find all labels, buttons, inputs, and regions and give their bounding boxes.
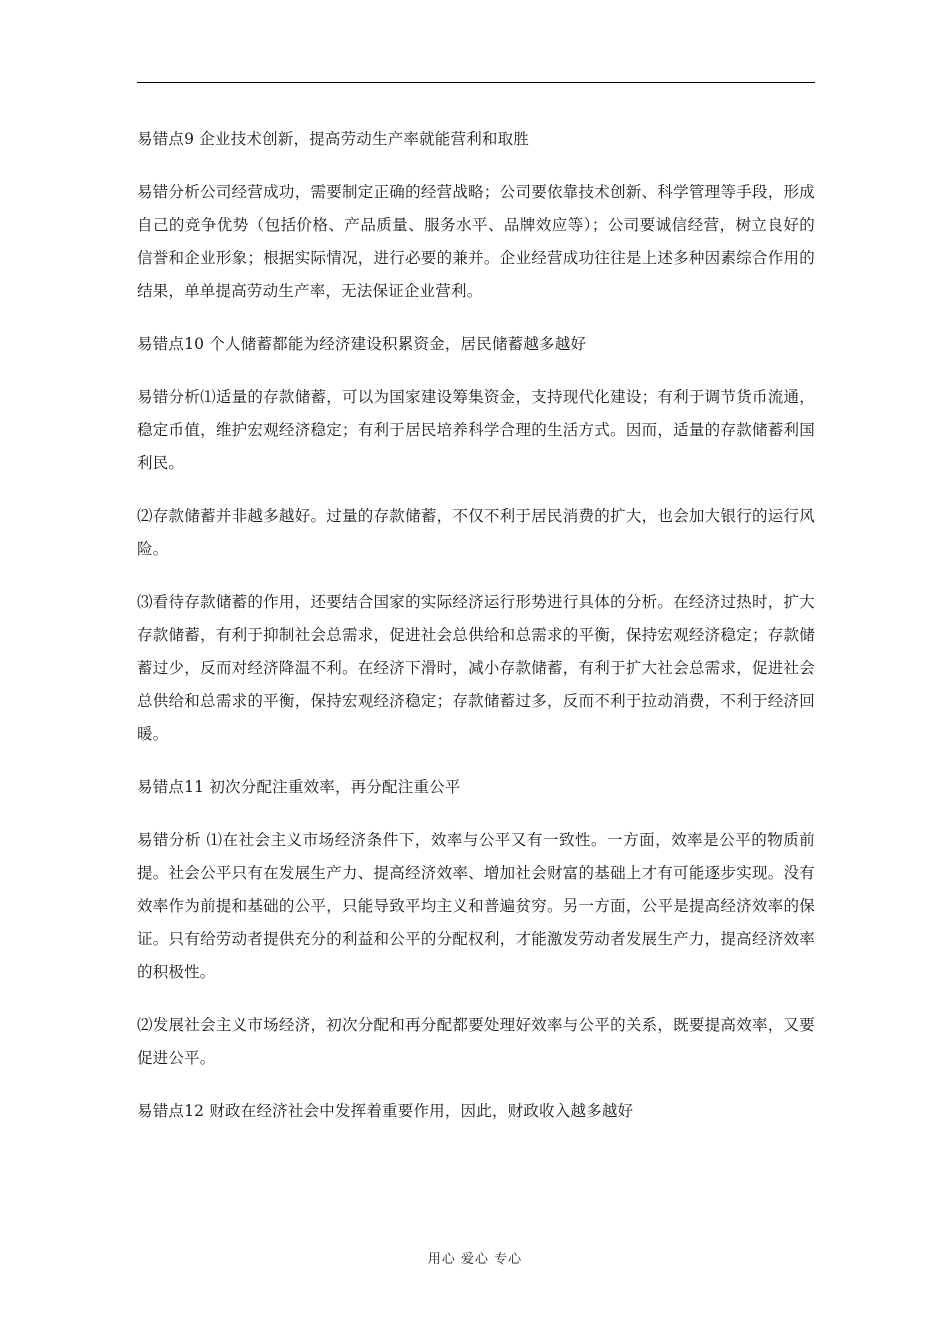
paragraph-heading-9: 易错点9 企业技术创新，提高劳动生产率就能营利和取胜 <box>137 130 529 148</box>
header-rule <box>137 82 815 83</box>
paragraph-heading-10: 易错点10 个人储蓄都能为经济建设积累资金，居民储蓄越多越好 <box>137 335 587 353</box>
paragraph-analysis-11-1: 易错分析 ⑴在社会主义市场经济条件下，效率与公平又有一致性。一方面，效率是公平的物质前提。社会公平只有在发展生产力、提高经济效率、增加社会财富的基础上才有可能逐步实现。没有效率作为前提和基础的公平，只能导致平均主义和普遍贫穷。另一方面，公平是提高经济效率的保证。只有给劳动者提供充分的利益和公平的分配权利，才能激发劳动者发展生产力，提高经济效率的积极性。 <box>137 831 815 981</box>
paragraph-analysis-10-3: ⑶看待存款储蓄的作用，还要结合国家的实际经济运行形势进行具体的分析。在经济过热时，扩大存款储蓄，有利于抑制社会总需求，促进社会总供给和总需求的平衡，保持宏观经济稳定；存款储蓄过少，反而对经济降温不利。在经济下滑时，减小存款储蓄，有利于扩大社会总需求，促进社会总供给和总需求的平衡，保持宏观经济稳定；存款储蓄过多，反而不利于拉动消费，不利于经济回暖。 <box>137 593 815 743</box>
page-footer: 用心 爱心 专心 <box>427 1252 523 1267</box>
paragraph-analysis-9: 易错分析公司经营成功，需要制定正确的经营战略；公司要依靠技术创新、科学管理等手段，形成自己的竞争优势（包括价格、产品质量、服务水平、品牌效应等）；公司要诚信经营，树立良好的信誉和企业形象；根据实际情况，进行必要的兼并。企业经营成功往往是上述多种因素综合作用的结果，单单提高劳动生产率，无法保证企业营利。 <box>137 183 815 300</box>
paragraph-heading-11: 易错点11 初次分配注重效率，再分配注重公平 <box>137 778 461 796</box>
paragraph-heading-12: 易错点12 财政在经济社会中发挥着重要作用，因此，财政收入越多越好 <box>137 1102 634 1120</box>
paragraph-analysis-11-2: ⑵发展社会主义市场经济，初次分配和再分配都要处理好效率与公平的关系，既要提高效率，又要促进公平。 <box>137 1016 815 1067</box>
paragraph-analysis-10-2: ⑵存款储蓄并非越多越好。过量的存款储蓄，不仅不利于居民消费的扩大，也会加大银行的运行风险。 <box>137 507 815 558</box>
paragraph-analysis-10-1: 易错分析⑴适量的存款储蓄，可以为国家建设筹集资金，支持现代化建设；有利于调节货币流通，稳定币值，维护宏观经济稳定；有利于居民培养科学合理的生活方式。因而，适量的存款储蓄利国利民。 <box>137 388 815 472</box>
document-body <box>137 123 815 1148</box>
